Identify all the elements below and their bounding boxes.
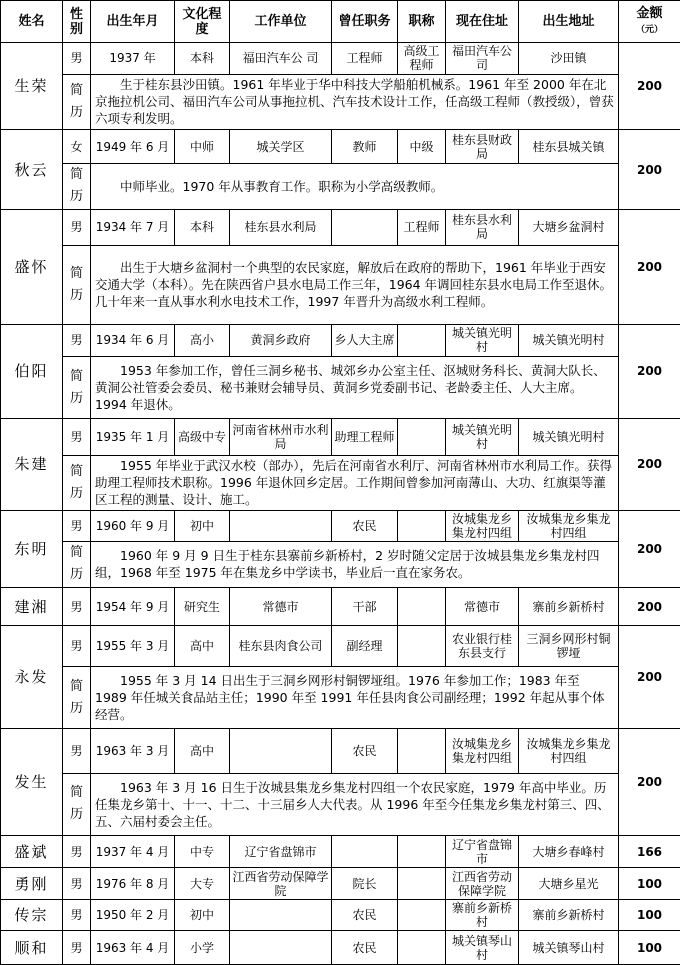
person-name: 永发	[1, 626, 63, 729]
person-bio-row	[1, 773, 680, 835]
person-title	[398, 868, 446, 900]
person-title	[398, 626, 446, 667]
person-birth: 1934 年 7 月	[91, 209, 175, 246]
header-work: 工作单位	[230, 1, 332, 43]
person-edu: 高级中专	[175, 419, 230, 456]
person-residence: 常德市	[446, 587, 519, 626]
header-name: 姓名	[1, 1, 63, 43]
person-edu: 初中	[175, 510, 230, 542]
person-residence: 桂东县财政局	[446, 130, 519, 164]
person-title	[398, 324, 446, 357]
person-name: 顺和	[1, 931, 63, 965]
person-former: 院长	[332, 868, 398, 900]
person-name: 勇刚	[1, 868, 63, 900]
person-birthplace: 大塘乡星光	[519, 868, 619, 900]
person-name: 朱建	[1, 419, 63, 510]
person-name: 秋云	[1, 130, 63, 209]
person-former: 副经理	[332, 626, 398, 667]
person-residence: 福田汽车公司	[446, 43, 519, 75]
header-birthplace: 出生地址	[519, 1, 619, 43]
person-row	[1, 835, 680, 868]
person-title	[398, 835, 446, 868]
person-former: 农民	[332, 510, 398, 542]
person-residence: 汝城集龙乡集龙村四组	[446, 729, 519, 774]
person-gender: 男	[63, 587, 91, 626]
person-row	[1, 587, 680, 626]
person-name: 盛斌	[1, 835, 63, 868]
person-work: 桂东县肉食公司	[230, 626, 332, 667]
person-gender: 女	[63, 130, 91, 164]
bio-label: 简历	[63, 773, 91, 835]
person-former: 农民	[332, 931, 398, 965]
person-residence: 桂东县水利局	[446, 209, 519, 246]
person-work	[230, 899, 332, 931]
person-bio-row	[1, 163, 680, 209]
person-bio: 1955 年毕业于武汉水校（部办），先后在河南省水利厅、河南省林州市水利局工作。获得助理工程师技术职称。1996 年退休回乡定居。工作期间曾参加河南薄山、大功、红旗渠等灌区工程的测量、设计、施工。	[91, 455, 619, 510]
person-former: 农民	[332, 899, 398, 931]
person-amount: 100	[619, 899, 680, 931]
person-residence: 汝城集龙乡集龙村四组	[446, 510, 519, 542]
person-work: 黄洞乡政府	[230, 324, 332, 357]
header-birth: 出生年月	[91, 1, 175, 43]
person-amount: 200	[619, 419, 680, 510]
person-gender: 男	[63, 324, 91, 357]
person-row	[1, 931, 680, 965]
bio-label: 简历	[63, 455, 91, 510]
person-edu: 本科	[175, 43, 230, 75]
person-title	[398, 729, 446, 774]
person-former	[332, 209, 398, 246]
person-work: 城关学区	[230, 130, 332, 164]
person-title: 工程师	[398, 209, 446, 246]
person-amount: 200	[619, 729, 680, 836]
person-amount: 166	[619, 835, 680, 868]
person-row	[1, 626, 680, 667]
person-work: 河南省林州市水利局	[230, 419, 332, 456]
person-title	[398, 587, 446, 626]
header-former: 曾任职务	[332, 1, 398, 43]
person-bio: 出生于大塘乡盆洞村一个典型的农民家庭，解放后在政府的帮助下，1961 年毕业于西安交通大学（本科）。先在陕西省户县水电局工作三年，1964 年调回桂东县水电局工作至退休。几十年来一直从事水利水电技术工作，1997 年晋升为高级水利工程师。	[91, 246, 619, 324]
person-former: 干部	[332, 587, 398, 626]
person-amount: 100	[619, 931, 680, 965]
person-bio-row	[1, 246, 680, 324]
person-amount: 100	[619, 868, 680, 900]
person-gender: 男	[63, 510, 91, 542]
person-gender: 男	[63, 43, 91, 75]
person-name: 传宗	[1, 899, 63, 931]
person-bio-row	[1, 357, 680, 419]
person-row	[1, 899, 680, 931]
person-birthplace: 城关镇光明村	[519, 324, 619, 357]
person-birth: 1963 年 4 月	[91, 931, 175, 965]
person-name: 伯阳	[1, 324, 63, 419]
person-row	[1, 868, 680, 900]
bio-label: 简历	[63, 542, 91, 588]
person-title	[398, 931, 446, 965]
bio-label: 简历	[63, 357, 91, 419]
person-bio: 1955 年 3 月 14 日出生于三洞乡网形村铜锣垭组。1976 年参加工作；1983 年至 1989 年任城关食品站主任；1990 年至 1991 年任县肉食公司副经理；1992 年起从事个体经营。	[91, 667, 619, 729]
person-birth: 1955 年 3 月	[91, 626, 175, 667]
person-birth: 1963 年 3 月	[91, 729, 175, 774]
person-work	[230, 931, 332, 965]
person-birth: 1935 年 1 月	[91, 419, 175, 456]
person-former	[332, 835, 398, 868]
person-row	[1, 43, 680, 75]
person-former: 农民	[332, 729, 398, 774]
person-title	[398, 899, 446, 931]
person-gender: 男	[63, 931, 91, 965]
person-name: 发生	[1, 729, 63, 836]
person-birthplace: 汝城集龙乡集龙村四组	[519, 729, 619, 774]
person-edu: 初中	[175, 899, 230, 931]
person-residence: 江西省劳动保障学院	[446, 868, 519, 900]
header-edu: 文化程度	[175, 1, 230, 43]
person-bio: 生于桂东县沙田镇。1961 年毕业于华中科技大学船舶机械系。1961 年至 2000 年在北京拖拉机公司、福田汽车公司从事拖拉机、汽车技术设计工作，任高级工程师（教授级），曾获六项专利发明。	[91, 74, 619, 130]
person-row	[1, 510, 680, 542]
person-birth: 1954 年 9 月	[91, 587, 175, 626]
person-edu: 中师	[175, 130, 230, 164]
person-edu: 高小	[175, 324, 230, 357]
person-row	[1, 419, 680, 456]
bio-label: 简历	[63, 74, 91, 130]
person-title: 高级工程师	[398, 43, 446, 75]
person-amount: 200	[619, 209, 680, 324]
person-birthplace: 寨前乡新桥村	[519, 899, 619, 931]
header-amount-unit: （元）	[635, 24, 663, 35]
person-amount: 200	[619, 324, 680, 419]
person-row	[1, 209, 680, 246]
person-gender: 男	[63, 835, 91, 868]
person-bio: 1960 年 9 月 9 日生于桂东县寨前乡新桥村，2 岁时随父定居于汝城县集龙乡集龙村四组，1968 年至 1975 年在集龙乡中学读书，毕业后一直在家务农。	[91, 542, 619, 588]
header-gender: 性别	[63, 1, 91, 43]
person-residence: 寨前乡新桥村	[446, 899, 519, 931]
person-birthplace: 寨前乡新桥村	[519, 587, 619, 626]
person-residence: 辽宁省盘锦市	[446, 835, 519, 868]
person-row	[1, 729, 680, 774]
person-work: 常德市	[230, 587, 332, 626]
header-residence: 现在住址	[446, 1, 519, 43]
person-edu: 本科	[175, 209, 230, 246]
person-birthplace: 汝城集龙乡集龙村四组	[519, 510, 619, 542]
bio-label: 简历	[63, 163, 91, 209]
person-residence: 城关镇琴山村	[446, 931, 519, 965]
person-bio-row	[1, 74, 680, 130]
person-amount: 200	[619, 43, 680, 130]
person-former: 助理工程师	[332, 419, 398, 456]
person-birth: 1949 年 6 月	[91, 130, 175, 164]
person-edu: 高中	[175, 729, 230, 774]
header-amount	[619, 1, 680, 43]
person-bio: 1953 年参加工作，曾任三洞乡秘书、城郊乡办公室主任、沤城财务科长、黄洞大队长、黄洞公社管委会委员、秘书兼财会辅导员、黄洞乡党委副书记、老龄委主任、人大主席。1994 年退休。	[91, 357, 619, 419]
person-birthplace: 桂东县城关镇	[519, 130, 619, 164]
person-name: 东明	[1, 510, 63, 587]
person-edu: 中专	[175, 835, 230, 868]
person-row	[1, 130, 680, 164]
person-gender: 男	[63, 899, 91, 931]
person-former: 工程师	[332, 43, 398, 75]
person-amount: 200	[619, 510, 680, 587]
person-gender: 男	[63, 626, 91, 667]
person-edu: 大专	[175, 868, 230, 900]
person-birth: 1937 年 4 月	[91, 835, 175, 868]
person-work: 桂东县水利局	[230, 209, 332, 246]
person-amount: 200	[619, 130, 680, 209]
person-birthplace: 城关镇光明村	[519, 419, 619, 456]
person-title	[398, 419, 446, 456]
person-residence: 城关镇光明村	[446, 419, 519, 456]
person-birthplace: 三洞乡网形村铜锣垭	[519, 626, 619, 667]
person-gender: 男	[63, 868, 91, 900]
person-bio-row	[1, 542, 680, 588]
person-residence: 城关镇光明村	[446, 324, 519, 357]
person-birth: 1950 年 2 月	[91, 899, 175, 931]
person-birthplace: 沙田镇	[519, 43, 619, 75]
person-birth: 1934 年 6 月	[91, 324, 175, 357]
person-work	[230, 510, 332, 542]
person-birthplace: 大塘乡春峰村	[519, 835, 619, 868]
person-work: 福田汽车公 司	[230, 43, 332, 75]
person-birth: 1937 年	[91, 43, 175, 75]
bio-label: 简历	[63, 667, 91, 729]
person-gender: 男	[63, 729, 91, 774]
person-bio: 中师毕业。1970 年从事教育工作。职称为小学高级教师。	[91, 163, 619, 209]
person-birth: 1976 年 8 月	[91, 868, 175, 900]
person-edu: 研究生	[175, 587, 230, 626]
person-title	[398, 510, 446, 542]
person-name: 建湘	[1, 587, 63, 626]
person-former: 教师	[332, 130, 398, 164]
person-work	[230, 729, 332, 774]
person-work: 辽宁省盘锦市	[230, 835, 332, 868]
person-amount: 200	[619, 587, 680, 626]
bio-label: 简历	[63, 246, 91, 324]
person-name: 盛怀	[1, 209, 63, 324]
person-former: 乡人大主席	[332, 324, 398, 357]
person-name: 生荣	[1, 43, 63, 130]
person-birth: 1960 年 9 月	[91, 510, 175, 542]
table-body	[1, 43, 680, 965]
person-residence: 农业银行桂东县支行	[446, 626, 519, 667]
person-gender: 男	[63, 209, 91, 246]
person-birthplace: 大塘乡盆洞村	[519, 209, 619, 246]
person-bio-row	[1, 667, 680, 729]
person-bio-row	[1, 455, 680, 510]
person-work: 江西省劳动保障学院	[230, 868, 332, 900]
person-title: 中级	[398, 130, 446, 164]
person-gender: 男	[63, 419, 91, 456]
person-row	[1, 324, 680, 357]
person-edu: 小学	[175, 931, 230, 965]
header-amount-text: 金额	[636, 5, 663, 21]
person-bio: 1963 年 3 月 16 日生于汝城县集龙乡集龙村四组一个农民家庭，1979 年高中毕业。历任集龙乡第十、十一、十二、十三届乡人大代表。从 1996 年至今任集龙乡集龙村第三、四、五、六届村委会主任。	[91, 773, 619, 835]
person-birthplace: 城关镇琴山村	[519, 931, 619, 965]
table-header-row	[1, 1, 680, 43]
person-edu: 高中	[175, 626, 230, 667]
header-title: 职称	[398, 1, 446, 43]
person-amount: 200	[619, 626, 680, 729]
